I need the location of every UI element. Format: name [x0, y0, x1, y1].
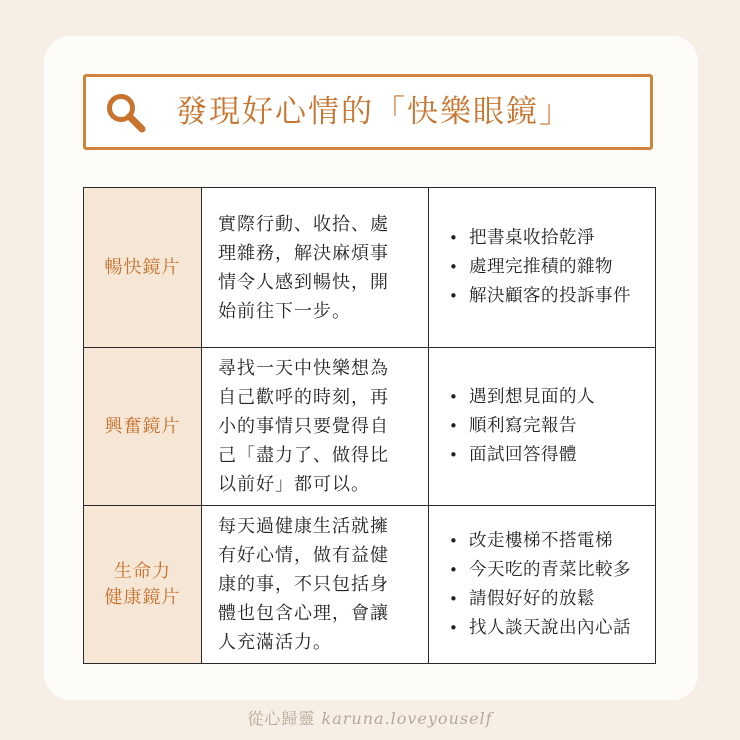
desc-line: 情令人感到暢快，開	[218, 271, 389, 293]
lens-label-line: 生命力	[114, 560, 171, 582]
example-list-cell	[429, 188, 656, 348]
list-item-text: 遇到想見面的人	[469, 387, 595, 407]
desc-line: 尋找一天中快樂想為	[218, 358, 389, 379]
bullet-icon: •	[449, 229, 459, 247]
list-item-text: 順利寫完報告	[469, 416, 577, 436]
desc-line: 康的事，不只包括身	[218, 574, 389, 595]
lens-description	[202, 506, 429, 664]
desc-line: 實際行動、收拾、處	[218, 213, 389, 235]
bullet-icon: •	[449, 417, 459, 435]
desc-line: 以前好」都可以。	[218, 474, 370, 495]
lens-label	[84, 348, 202, 506]
bullet-icon: •	[449, 388, 459, 406]
desc-line: 自己歡呼的時刻，再	[218, 387, 389, 408]
title-box	[83, 74, 653, 150]
lens-label-line: 興奮鏡片	[104, 415, 181, 437]
list-item	[449, 253, 655, 282]
table-row	[84, 188, 656, 348]
list-item-text: 把書桌收拾乾淨	[469, 228, 595, 248]
list-item-text: 請假好好的放鬆	[469, 588, 595, 609]
list-item	[449, 556, 655, 585]
example-list-cell	[429, 506, 656, 664]
lens-label	[84, 188, 202, 348]
list-item	[449, 224, 655, 253]
example-list	[429, 224, 655, 311]
bullet-icon: •	[449, 287, 459, 305]
lens-label-line: 暢快鏡片	[104, 256, 181, 278]
example-list	[429, 527, 655, 643]
list-item	[449, 282, 655, 311]
list-item	[449, 383, 655, 412]
lens-description	[202, 188, 429, 348]
list-item-text: 找人談天說出內心話	[469, 617, 631, 638]
desc-line: 小的事情只要覺得自	[218, 416, 389, 437]
bullet-icon: •	[449, 589, 459, 608]
list-item-text: 解決顧客的投訴事件	[469, 286, 631, 306]
lens-label-line: 健康鏡片	[104, 586, 181, 608]
list-item-text: 今天吃的青菜比較多	[469, 559, 631, 580]
list-item	[449, 527, 655, 556]
table-row	[84, 506, 656, 664]
bullet-icon: •	[449, 446, 459, 464]
example-list	[429, 383, 655, 470]
list-item-text: 改走樓梯不搭電梯	[469, 530, 613, 551]
list-item-text: 面試回答得體	[469, 445, 577, 465]
desc-line: 理雜務，解決麻煩事	[218, 242, 389, 264]
desc-line: 每天過健康生活就擁	[218, 516, 389, 537]
lens-label	[84, 506, 202, 664]
list-item	[449, 412, 655, 441]
desc-line: 人充滿活力。	[218, 632, 332, 653]
desc-line: 有好心情，做有益健	[218, 545, 389, 566]
page-title: 發現好心情的「快樂眼鏡」	[176, 94, 572, 130]
lens-description	[202, 348, 429, 506]
desc-line: 體也包含心理，會讓	[218, 603, 389, 624]
list-item	[449, 585, 655, 614]
desc-line: 己「盡力了、做得比	[218, 445, 389, 466]
brand-name-zh: 從心歸靈	[247, 709, 316, 728]
brand-handle: karuna.loveyouself	[321, 709, 493, 728]
list-item	[449, 614, 655, 643]
list-item	[449, 441, 655, 470]
example-list-cell	[429, 348, 656, 506]
list-item-text: 處理完推積的雜物	[469, 257, 613, 277]
bullet-icon: •	[449, 560, 459, 579]
bullet-icon: •	[449, 258, 459, 276]
footer-brand	[0, 706, 740, 729]
bullet-icon: •	[449, 618, 459, 637]
desc-line: 始前往下一步。	[218, 300, 351, 322]
glasses-table	[83, 187, 656, 664]
table-row	[84, 348, 656, 506]
bullet-icon: •	[449, 531, 459, 550]
search-icon	[104, 91, 148, 135]
